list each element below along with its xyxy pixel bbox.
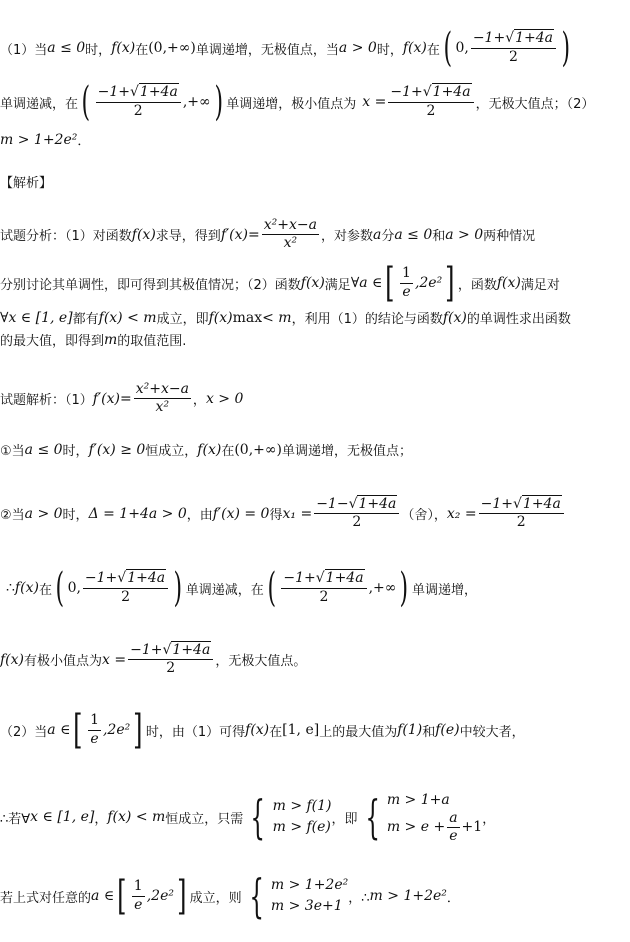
den: 2 <box>121 588 130 605</box>
answer-line-1 <box>0 25 574 71</box>
solution-case-2 <box>0 497 566 531</box>
radicand: 1+4a <box>172 642 211 658</box>
system-1-row-1: m > f(1) <box>272 798 332 815</box>
condition-a-le-0: a ≤ 0 <box>394 226 433 243</box>
text: ，利用（1）的结论与函数 <box>291 312 443 327</box>
text: ，无极大值点。 <box>215 654 307 670</box>
text: ，即 <box>331 811 358 827</box>
param-m: m <box>104 331 118 348</box>
condition-a-gt-0: a > 0 <box>445 226 484 243</box>
x-gt-0: x > 0 <box>205 390 244 407</box>
less-than-m: < m <box>262 309 292 326</box>
num: x²+x−a <box>134 382 191 399</box>
text: 在 <box>135 42 149 58</box>
text: ，函数 <box>457 277 497 293</box>
text: m > e + <box>386 819 446 836</box>
text: ， <box>482 811 496 827</box>
den: e <box>449 828 458 845</box>
derivative-fraction <box>134 382 191 416</box>
bracket-open: [ <box>73 707 83 753</box>
text: ，由 <box>186 508 213 524</box>
function-fx: f(x) <box>245 722 270 738</box>
text: 试题解析：（1） <box>0 393 93 409</box>
bracket-close: ] <box>445 260 455 306</box>
brace-open: { <box>250 790 266 845</box>
den: e <box>134 896 143 913</box>
num: 1 <box>132 879 145 896</box>
answer-part-2-result: m > 1+2e² <box>0 131 78 148</box>
system-2-row-1: m > 1+a <box>386 792 450 808</box>
interval-zero: 0, <box>455 40 469 56</box>
text: 时， <box>376 42 403 58</box>
text: ． <box>446 890 460 906</box>
interval-fraction <box>400 266 413 300</box>
text: 满足 <box>324 277 351 293</box>
answer-line-3 <box>0 130 90 149</box>
text: 分 <box>381 229 395 245</box>
den: 2 <box>133 102 143 119</box>
system-3 <box>271 875 348 917</box>
function-fx: f(x) <box>442 309 467 326</box>
system-3-row-2: m > 3e+1 <box>270 898 343 914</box>
paren-open: ( <box>55 565 65 611</box>
root-fraction: $\frac{-1+√1+4a}{2}$ <box>281 571 366 605</box>
function-fx: f(x) <box>111 40 136 56</box>
root-fraction: $\frac{-1+√1+4a}{2}$ <box>96 85 181 119</box>
den: 2 <box>319 588 329 605</box>
analysis-line-1 <box>0 218 535 252</box>
forall-x: ∀x ∈ [1, e] <box>0 309 73 326</box>
a-over-e <box>447 811 459 845</box>
den: 2 <box>516 514 526 531</box>
num: −1+ <box>130 642 163 658</box>
interval-0-inf: (0,+∞) <box>148 40 196 56</box>
x1: x₁ = <box>282 505 313 522</box>
interval-1-e: [1, e] <box>282 722 320 738</box>
text: 单调递增，无极值点； <box>282 444 413 459</box>
num: 1 <box>88 713 101 730</box>
plus-inf: ,+∞ <box>182 94 211 110</box>
text: ，对参数 <box>320 229 373 245</box>
den: e <box>402 283 411 300</box>
bracket-open: [ <box>385 260 395 306</box>
therefore: ∴ <box>6 580 15 596</box>
text: 求导，得到 <box>155 229 221 245</box>
f-prime-ge-0: f′(x) ≥ 0 <box>88 441 146 458</box>
radicand: 1+4a <box>515 30 554 47</box>
brace-open: { <box>248 869 264 923</box>
text: 和 <box>422 724 436 740</box>
param-a: a <box>372 226 382 243</box>
num: −1+ <box>97 84 130 101</box>
num: a <box>447 811 459 828</box>
text: 和 <box>432 229 446 245</box>
text: 上的最大值为 <box>319 724 398 740</box>
solution-min-point <box>0 643 306 677</box>
solution-therefore <box>6 565 478 611</box>
text: 若上式对任意的 <box>0 890 92 906</box>
paren-close: ) <box>561 25 571 71</box>
text: 的取值范围. <box>117 334 187 349</box>
text: 在 <box>269 724 283 740</box>
den: x² <box>155 399 170 416</box>
f-prime: f′(x)= <box>220 226 260 243</box>
function-fx: f(x) <box>496 275 521 291</box>
interval-right: ,2e² <box>146 888 174 904</box>
solution-part-2-line-1 <box>0 707 525 753</box>
text: ②当 <box>0 508 25 524</box>
text: 两种情况 <box>483 229 536 245</box>
system-1 <box>273 796 332 838</box>
discriminant: Δ = 1+4a > 0 <box>88 505 187 522</box>
text: 单调递增，极小值点为 <box>226 96 357 112</box>
f-of-1: f(1) <box>397 722 423 738</box>
inequality: f(x) < m <box>98 309 157 326</box>
text: 时， <box>62 508 89 524</box>
function-fx: f(x) <box>300 275 325 291</box>
solution-part-2-line-3 <box>0 869 460 923</box>
function-fx: f(x) <box>0 651 25 668</box>
f-prime-eq-0: f′(x) = 0 <box>212 505 270 522</box>
function-fx: f(x) <box>14 580 39 596</box>
paren-close: ) <box>399 565 409 611</box>
interval-fraction <box>132 879 145 913</box>
system-3-row-1: m > 1+2e² <box>270 877 349 893</box>
function-fx: f(x) <box>197 441 222 458</box>
text: 中较大者， <box>459 724 525 740</box>
radicand: 1+4a <box>139 84 178 101</box>
radicand: 1+4a <box>325 570 364 587</box>
text: ，无极大值点；（2） <box>475 96 595 112</box>
text: ． <box>77 134 91 149</box>
bracket-close: ] <box>177 873 187 919</box>
num: x²+x−a <box>262 218 319 235</box>
radicand: 1+4a <box>432 84 471 101</box>
text: 在 <box>426 42 440 58</box>
num: −1+ <box>283 570 316 587</box>
radicand: 1+4a <box>358 496 397 512</box>
root-fraction: $\frac{-1+√1+4a}{2}$ <box>128 643 213 677</box>
bracket-open: [ <box>117 873 127 919</box>
analysis-heading: 【解析】 <box>0 176 53 191</box>
root-fraction: $\frac{-1+√1+4a}{2}$ <box>83 571 168 605</box>
system-2 <box>387 790 482 845</box>
solution-line-1 <box>0 382 243 416</box>
root-fraction: $\frac{-1+√1+4a}{2}$ <box>471 31 556 65</box>
system-1-row-2: m > f(e) <box>272 819 331 836</box>
function-fx: f(x) <box>131 226 156 243</box>
den: e <box>90 730 99 747</box>
final-answer: m > 1+2e² <box>369 888 447 904</box>
brace-open: { <box>364 790 380 845</box>
text: 的最大值，即得到 <box>0 334 105 349</box>
num: −1+ <box>480 496 513 512</box>
a-in: a ∈ <box>47 722 71 738</box>
condition-a-gt-0: a > 0 <box>24 505 63 522</box>
interval-right: ,2e² <box>102 722 131 738</box>
radicand: 1+4a <box>127 570 166 587</box>
plus-inf: ,+∞ <box>368 580 397 596</box>
den: 2 <box>166 660 176 677</box>
root-x1-fraction: $\frac{-1-√1+4a}{2}$ <box>314 497 399 531</box>
text: ，∴ <box>348 890 370 906</box>
max-subscript: max <box>232 309 263 326</box>
num: −1+ <box>84 570 118 587</box>
text: 时， <box>62 444 89 459</box>
text: ， <box>94 811 108 827</box>
text: 单调递增， <box>412 582 478 598</box>
text: 恒成立，只需 <box>165 811 244 827</box>
answer-part-1-start: （1）当 <box>0 42 48 58</box>
text: 有极小值点为 <box>24 654 103 670</box>
paren-close: ) <box>173 565 183 611</box>
answer-line-2 <box>0 79 595 125</box>
system-2-row-2 <box>387 811 482 845</box>
a-in: a ∈ <box>91 888 115 904</box>
root-x2-fraction: $\frac{-1+√1+4a}{2}$ <box>479 497 564 531</box>
text: 时，由（1）可得 <box>145 724 246 740</box>
text: 分别讨论其单调性，即可得到其极值情况；（2）函数 <box>0 277 301 293</box>
interval-0-inf: (0,+∞) <box>234 441 283 458</box>
solution-part-2-line-2 <box>0 790 495 845</box>
derivative-fraction <box>262 218 319 252</box>
paren-open: ( <box>267 565 276 611</box>
text: 在 <box>38 582 52 598</box>
root-fraction: $\frac{-1+√1+4a}{2}$ <box>388 85 473 119</box>
den: 2 <box>508 48 518 65</box>
text: 恒成立， <box>145 444 198 459</box>
text: 得 <box>269 508 283 524</box>
function-fx: f(x) <box>402 40 427 56</box>
text: 单调递减，在 <box>0 96 79 112</box>
text: 试题分析：（1）对函数 <box>0 229 132 245</box>
f-max: f(x) <box>208 309 233 326</box>
text: 满足对 <box>520 277 560 293</box>
text: 单调递增，无极值点，当 <box>195 42 339 58</box>
condition-a-gt-0: a > 0 <box>338 40 377 56</box>
inequality: f(x) < m <box>107 809 166 826</box>
condition-a-le-0: a ≤ 0 <box>24 441 63 458</box>
radicand: 1+4a <box>522 496 561 512</box>
den: 2 <box>352 514 362 531</box>
text: 在 <box>221 444 235 459</box>
text: 都有 <box>72 312 99 327</box>
text: ∴若∀ <box>0 811 31 827</box>
interval-zero: 0, <box>67 580 81 596</box>
forall-a: ∀a ∈ <box>350 275 383 291</box>
den: x² <box>283 235 298 252</box>
num: −1− <box>316 496 349 512</box>
f-of-e: f(e) <box>435 722 460 738</box>
solution-case-1 <box>0 440 412 459</box>
f-prime: f′(x)= <box>92 390 132 407</box>
x-in-interval: x ∈ [1, e] <box>30 809 95 826</box>
text: 单调递减，在 <box>185 582 264 598</box>
x-equals: x = <box>362 94 387 110</box>
text: ①当 <box>0 444 25 459</box>
interval-right: ,2e² <box>414 275 443 291</box>
condition-a-le-0: a ≤ 0 <box>47 40 86 56</box>
num: −1+ <box>472 30 506 47</box>
num: −1+ <box>390 84 423 101</box>
paren-close: ) <box>214 79 223 125</box>
bracket-close: ] <box>133 707 143 753</box>
analysis-line-2 <box>0 260 560 306</box>
paren-open: ( <box>81 79 91 125</box>
num: 1 <box>400 266 413 283</box>
text: 的单调性求出函数 <box>466 312 571 327</box>
x-equals: x = <box>102 651 127 668</box>
text: 时， <box>85 42 112 58</box>
analysis-line-3 <box>0 308 571 327</box>
text: （舍）， <box>401 508 447 524</box>
text: 成立，则 <box>189 890 242 906</box>
text: （2）当 <box>0 724 48 740</box>
den: 2 <box>426 102 436 119</box>
analysis-line-4 <box>0 330 186 349</box>
paren-open: ( <box>443 25 452 71</box>
text: 成立，即 <box>156 312 209 327</box>
x2: x₂ = <box>446 505 477 522</box>
text: +1 <box>461 819 483 836</box>
text: ， <box>192 393 206 409</box>
interval-fraction <box>88 713 101 747</box>
